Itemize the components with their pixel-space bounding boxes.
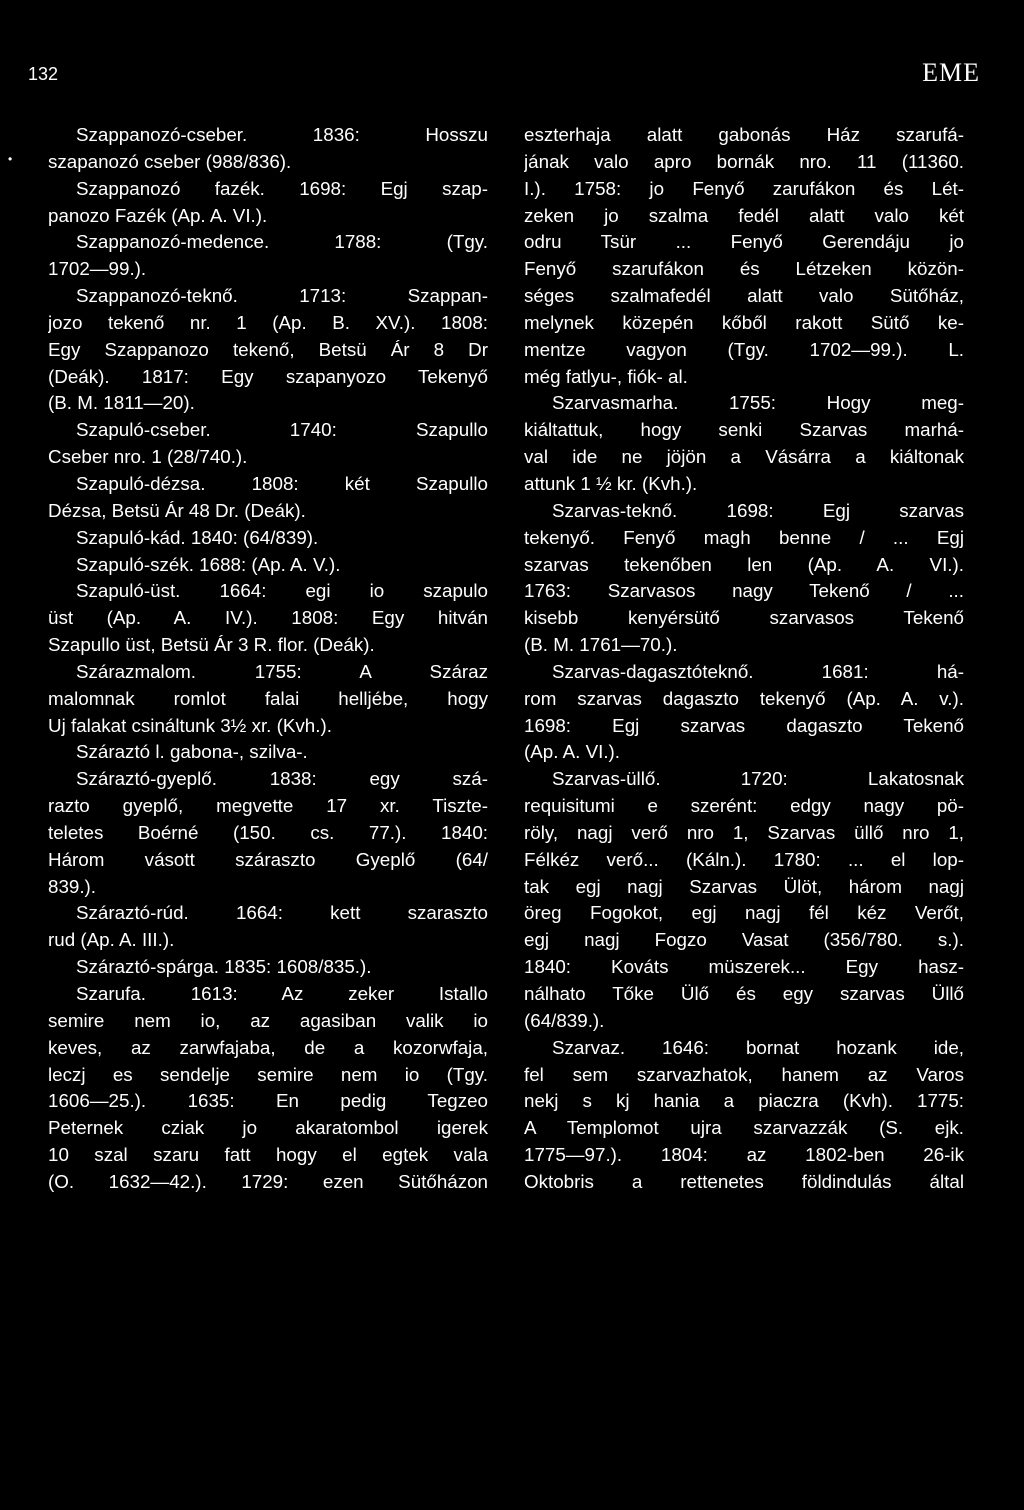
right-column — [524, 122, 964, 1196]
text-line: Szapuló-üst. 1664: egi io szapulo — [76, 580, 488, 602]
text-line: Szappanozó fazék. 1698: Egj szap- — [76, 177, 488, 199]
text-line: séges szalmafedél alatt valo Sütőház, — [524, 285, 964, 307]
left-column — [48, 122, 488, 1196]
text-line: 1698: Egj szarvas dagaszto Tekenő — [524, 714, 964, 736]
text-line: attunk 1 ½ kr. (Kvh.). — [524, 472, 698, 494]
text-line: (Deák). 1817: Egy szapanyozo Tekenyő — [48, 365, 488, 387]
text-line: jozo tekenő nr. 1 (Ap. B. XV.). 1808: — [48, 311, 488, 333]
text-line: Száraztó-rúd. 1664: kett szaraszto — [76, 902, 488, 924]
text-line: rom szarvas dagaszto tekenyő (Ap. A. v.). — [524, 687, 964, 709]
text-line: Cseber nro. 1 (28/740.). — [48, 446, 248, 468]
text-line: requisitumi e szerént: edgy nagy pö- — [524, 795, 964, 817]
text-line: Szappanozó-teknő. 1713: Szappan- — [76, 285, 488, 307]
text-line: A Templomot ujra szarvazzák (S. ejk. — [524, 1117, 964, 1139]
text-line: Szarvas-teknő. 1698: Egj szarvas — [552, 499, 964, 521]
text-line: leczj es sendelje semire nem io (Tgy. — [48, 1063, 488, 1085]
text-line: malomnak romlot falai helljébe, hogy — [48, 687, 488, 709]
text-line: Száraztó-spárga. 1835: 1608/835.). — [76, 956, 372, 978]
text-line: Egy Szappanozo tekenő, Betsü Ár 8 Dr — [48, 338, 488, 360]
text-line: Fenyő szarufákon és Létzeken közön- — [524, 258, 964, 280]
margin-bullet: • — [8, 152, 13, 166]
text-line: nálhato Tőke Ülő és egy szarvas Üllő — [524, 983, 964, 1004]
text-line: tak egj nagj Szarvas Ülöt, három nagj — [524, 875, 964, 897]
text-line: razto gyeplő, megvette 17 xr. Tiszte- — [48, 795, 488, 817]
text-line: szarvas tekenőben len (Ap. A. VI.). — [524, 553, 964, 575]
text-line: Száraztó l. gabona-, szilva-. — [76, 741, 308, 763]
page-number: 132 — [28, 64, 59, 84]
text-line: Szapuló-dézsa. 1808: két Szapullo — [76, 472, 488, 494]
text-line: Szapullo üst, Betsü Ár 3 R. flor. (Deák). — [48, 634, 375, 656]
text-line: 10 szal szaru fatt hogy el egtek vala — [48, 1144, 488, 1166]
text-line: nekj s kj hania a piaczra (Kvh). 1775: — [524, 1090, 964, 1112]
text-line: kisebb kenyérsütő szarvasos Tekenő — [524, 607, 964, 629]
text-line: Oktobris a rettenetes földindulás által — [524, 1170, 964, 1192]
text-line: egj nagj Fogzo Vasat (356/780. s.). — [524, 929, 964, 951]
text-line: (Ap. A. VI.). — [524, 741, 621, 763]
text-line: Peternek cziak jo akaratombol igerek — [48, 1117, 488, 1139]
text-line: Szapuló-cseber. 1740: Szapullo — [76, 419, 488, 441]
text-line: még fatlyu-, fiók- al. — [524, 365, 688, 387]
text-line: panozo Fazék (Ap. A. VI.). — [48, 204, 268, 226]
text-line: (O. 1632—42.). 1729: ezen Sütőházon — [48, 1170, 488, 1192]
text-line: Dézsa, Betsü Ár 48 Dr. (Deák). — [48, 499, 306, 521]
text-line: Félkéz verő... (Káln.). 1780: ... el lop- — [524, 848, 964, 870]
text-line: 1840: Kováts müszerek... Egy hasz- — [524, 956, 964, 978]
text-line: Uj falakat csináltunk 3½ xr. (Kvh.). — [48, 714, 332, 736]
text-line: tekenyő. Fenyő magh benne / ... Egj — [524, 526, 964, 548]
text-line: zeken jo szalma fedél alatt valo két — [524, 204, 964, 226]
text-line: 1775—97.). 1804: az 1802-ben 26-ik — [524, 1144, 964, 1166]
text-line: eszterhaja alatt gabonás Ház szarufá- — [524, 124, 964, 145]
text-line: (B. M. 1761—70.). — [524, 634, 678, 656]
text-line: Szarvas-dagasztóteknő. 1681: há- — [552, 660, 964, 682]
text-line: 1702—99.). — [48, 258, 147, 280]
text-line: rud (Ap. A. III.). — [48, 929, 175, 951]
text-line: semire nem io, az agasiban valik io — [48, 1009, 488, 1031]
text-line: val ide ne jöjön a Vásárra a kiáltonak — [524, 446, 964, 468]
text-line: Szarvaz. 1646: bornat hozank ide, — [552, 1036, 964, 1058]
text-line: szapanozó cseber (988/836). — [48, 150, 292, 172]
text-line: 839.). — [48, 875, 97, 897]
page-header: EME — [922, 58, 980, 87]
text-line: teletes Boérné (150. cs. 77.). 1840: — [48, 821, 488, 843]
text-line: I.). 1758: jo Fenyő zarufákon és Lét- — [524, 177, 964, 199]
text-line: fel sem szarvazhatok, hanem az Varos — [524, 1063, 964, 1085]
text-line: melynek közepén kőből rakott Sütő ke- — [524, 311, 964, 333]
text-line: Szarvas-üllő. 1720: Lakatosnak — [552, 768, 964, 790]
text-line: öreg Fogokot, egj nagj fél kéz Verőt, — [524, 902, 964, 924]
text-line: Szárazmalom. 1755: A Száraz — [76, 660, 488, 682]
text-line: röly, nagj verő nro 1, Szarvas üllő nro 1, — [524, 821, 964, 843]
text-line: (64/839.). — [524, 1009, 605, 1031]
text-line: (B. M. 1811—20). — [48, 392, 195, 414]
text-line: jának valo apro bornák nro. 11 (11360. — [524, 150, 964, 172]
text-line: Szapuló-szék. 1688: (Ap. A. V.). — [76, 553, 341, 575]
text-line: 1606—25.). 1635: En pedig Tegzeo — [48, 1090, 488, 1112]
text-line: Szapuló-kád. 1840: (64/839). — [76, 526, 319, 548]
text-line: Száraztó-gyeplő. 1838: egy szá- — [76, 768, 488, 790]
text-line: Szappanozó-medence. 1788: (Tgy. — [76, 231, 488, 253]
text-line: Három vásott száraszto Gyeplő (64/ — [48, 848, 488, 870]
text-line: odru Tsür ... Fenyő Gerendáju jo — [524, 231, 964, 253]
text-line: 1763: Szarvasos nagy Tekenő / ... — [524, 580, 964, 602]
text-line: Szappanozó-cseber. 1836: Hosszu — [76, 124, 488, 145]
text-line: Szarvasmarha. 1755: Hogy meg- — [552, 392, 964, 414]
text-line: kiáltattuk, hogy senki Szarvas marhá- — [524, 419, 964, 441]
text-line: üst (Ap. A. IV.). 1808: Egy hitván — [48, 607, 488, 629]
text-line: keves, az zarwfajaba, de a kozorwfaja, — [48, 1036, 488, 1058]
text-line: Szarufa. 1613: Az zeker Istallo — [76, 983, 488, 1004]
text-line: mentze vagyon (Tgy. 1702—99.). L. — [524, 338, 964, 360]
